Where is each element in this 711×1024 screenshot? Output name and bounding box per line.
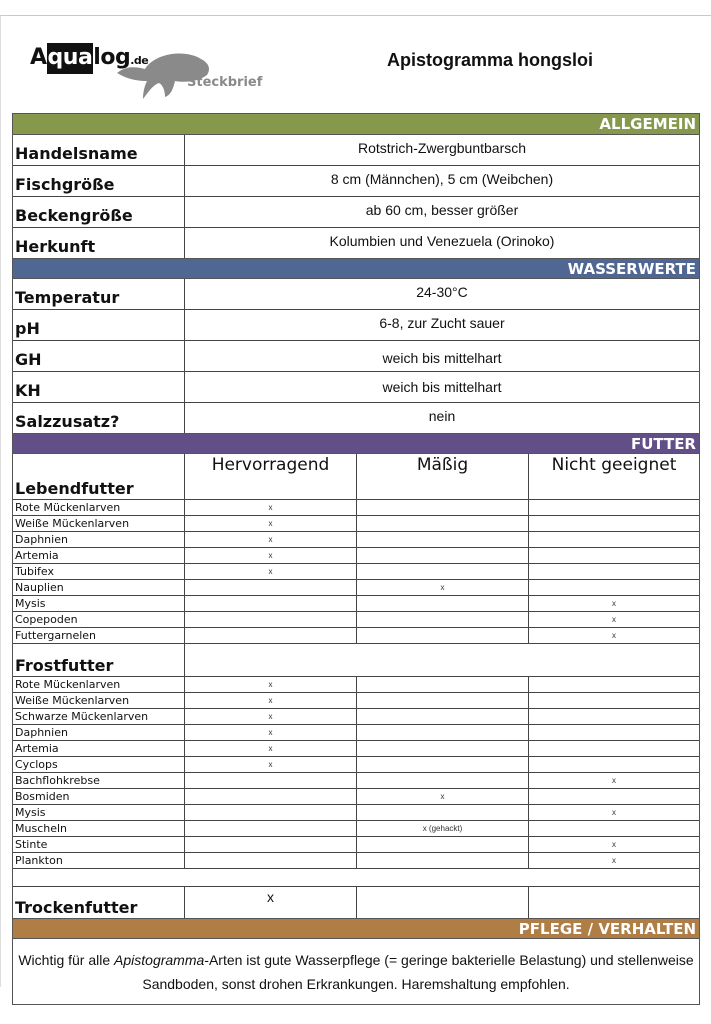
- rating-cell: x: [612, 599, 616, 608]
- row-value: Rotstrich-Zwergbuntbarsch: [357, 140, 527, 156]
- rating-cell: [357, 628, 529, 643]
- list-item: [13, 516, 699, 532]
- rating-cell: x: [185, 741, 357, 756]
- table-row: [13, 279, 699, 310]
- rating-cell: [185, 805, 357, 820]
- rating-cell: [357, 612, 529, 627]
- food-name: Artemia: [13, 548, 185, 563]
- rating-cell: x: [185, 887, 357, 918]
- rating-cell: [529, 887, 699, 918]
- rating-cell: [529, 564, 699, 579]
- frozen-food-list: [13, 677, 699, 869]
- list-item: [13, 709, 699, 725]
- rating-cell: [357, 693, 529, 708]
- live-food-list: [13, 500, 699, 644]
- care-notes: Wichtig für alle Apistogramma-Arten ist gute Wasserpflege (= geringe bakterielle Belastung) und stellenweise Sandboden, sonst drohen Erkrankungen. Haremshaltung empfohlen.: [13, 939, 699, 1005]
- food-name: Daphnien: [13, 725, 185, 740]
- row-value: weich bis mittelhart: [382, 350, 502, 366]
- rating-cell: x: [185, 532, 357, 547]
- spacer-row: [13, 869, 699, 887]
- rating-cell: x: [185, 548, 357, 563]
- rating-cell: [529, 677, 699, 692]
- row-label: Temperatur: [13, 279, 185, 309]
- rating-cell: x: [612, 776, 616, 785]
- rating-cell: [185, 612, 357, 627]
- rating-cell: [529, 741, 699, 756]
- food-name: Cyclops: [13, 757, 185, 772]
- rating-cell: x: [612, 856, 616, 865]
- rating-cell: [357, 887, 529, 918]
- food-name: Stinte: [13, 837, 185, 852]
- food-name: Tubifex: [13, 564, 185, 579]
- section-header-care: PFLEGE / VERHALTEN: [13, 918, 699, 939]
- section-header-water: WASSERWERTE: [13, 258, 699, 279]
- rating-cell: x: [612, 840, 616, 849]
- list-item: [13, 596, 699, 612]
- rating-cell: [357, 757, 529, 772]
- rating-cell: x: [612, 808, 616, 817]
- food-name: Schwarze Mückenlarven: [13, 709, 185, 724]
- rating-cell: [357, 596, 529, 611]
- list-item: [13, 500, 699, 516]
- row-label: Fischgröße: [13, 166, 185, 196]
- list-item: [13, 821, 699, 837]
- column-header-excellent: Hervorragend: [185, 454, 357, 499]
- rating-cell: x: [185, 725, 357, 740]
- aqualog-logo: [30, 43, 270, 103]
- rating-cell: [529, 709, 699, 724]
- table-row: [13, 372, 699, 403]
- list-item: [13, 853, 699, 869]
- rating-cell: [529, 500, 699, 515]
- rating-cell: [357, 853, 529, 868]
- rating-cell: [357, 677, 529, 692]
- row-value: Kolumbien und Venezuela (Orinoko): [329, 233, 555, 249]
- row-label: Beckengröße: [13, 197, 185, 227]
- rating-cell: x: [612, 615, 616, 624]
- section-header-general: ALLGEMEIN: [13, 114, 699, 135]
- rating-cell: x: [357, 580, 529, 595]
- table-row: [13, 197, 699, 228]
- list-item: [13, 532, 699, 548]
- rating-cell: [185, 628, 357, 643]
- section-header-food: FUTTER: [13, 433, 699, 454]
- row-value: ab 60 cm, besser größer: [365, 202, 519, 218]
- rating-cell: [529, 580, 699, 595]
- row-label: Salzzusatz?: [13, 403, 185, 433]
- list-item: [13, 580, 699, 596]
- rating-cell: [185, 580, 357, 595]
- list-item: [13, 677, 699, 693]
- food-name: Plankton: [13, 853, 185, 868]
- rating-cell: [357, 548, 529, 563]
- row-label: pH: [13, 310, 185, 340]
- list-item: [13, 757, 699, 773]
- live-food-heading: Lebendfutter: [13, 454, 185, 499]
- column-header-unsuitable: Nicht geeignet: [551, 455, 677, 475]
- rating-cell: [185, 773, 357, 788]
- fact-sheet: [12, 113, 700, 1005]
- list-item: [13, 789, 699, 805]
- food-name: Rote Mückenlarven: [13, 677, 185, 692]
- list-item: [13, 612, 699, 628]
- food-name: Artemia: [13, 741, 185, 756]
- dry-food-row: [13, 887, 699, 918]
- food-name: Nauplien: [13, 580, 185, 595]
- rating-cell: [185, 853, 357, 868]
- food-name: Rote Mückenlarven: [13, 500, 185, 515]
- table-row: [13, 135, 699, 166]
- row-value: nein: [428, 408, 456, 424]
- rating-cell: x (gehackt): [357, 821, 529, 836]
- list-item: [13, 693, 699, 709]
- rating-cell: [529, 757, 699, 772]
- row-value: 6-8, zur Zucht sauer: [379, 315, 505, 331]
- rating-cell: x: [185, 709, 357, 724]
- rating-cell: [357, 532, 529, 547]
- food-name: Bosmiden: [13, 789, 185, 804]
- table-row: [13, 166, 699, 197]
- food-column-headers: [13, 454, 699, 500]
- food-name: Daphnien: [13, 532, 185, 547]
- rating-cell: [357, 837, 529, 852]
- food-name: Weiße Mückenlarven: [13, 693, 185, 708]
- row-label: KH: [13, 372, 185, 402]
- table-row: [13, 341, 699, 372]
- row-value: 8 cm (Männchen), 5 cm (Weibchen): [330, 171, 554, 187]
- rating-cell: [185, 837, 357, 852]
- list-item: [13, 548, 699, 564]
- logo-subtitle: Steckbrief: [187, 75, 263, 90]
- rating-cell: x: [185, 564, 357, 579]
- column-header-moderate: Mäßig: [357, 454, 529, 499]
- list-item: [13, 773, 699, 789]
- frozen-food-heading: Frostfutter: [13, 644, 185, 676]
- list-item: [13, 725, 699, 741]
- food-name: Futtergarnelen: [13, 628, 185, 643]
- rating-cell: x: [185, 516, 357, 531]
- food-name: Muscheln: [13, 821, 185, 836]
- table-row: [13, 403, 699, 433]
- logo-wordmark: Aqualog.de: [30, 45, 148, 70]
- rating-cell: [529, 725, 699, 740]
- list-item: [13, 805, 699, 821]
- rating-cell: x: [185, 693, 357, 708]
- rating-cell: [357, 773, 529, 788]
- row-value: weich bis mittelhart: [382, 379, 502, 395]
- rating-cell: [529, 693, 699, 708]
- rating-cell: [529, 532, 699, 547]
- species-title: Apistogramma hongsloi: [387, 50, 594, 70]
- table-row: [13, 228, 699, 258]
- rating-cell: [357, 725, 529, 740]
- rating-cell: [357, 709, 529, 724]
- rating-cell: [529, 548, 699, 563]
- rating-cell: [529, 516, 699, 531]
- rating-cell: [185, 821, 357, 836]
- rating-cell: x: [185, 757, 357, 772]
- list-item: [13, 741, 699, 757]
- food-name: Bachflohkrebse: [13, 773, 185, 788]
- rating-cell: [357, 805, 529, 820]
- row-label: GH: [13, 341, 185, 371]
- rating-cell: [185, 789, 357, 804]
- row-label: Herkunft: [13, 228, 185, 258]
- rating-cell: x: [185, 500, 357, 515]
- list-item: [13, 564, 699, 580]
- rating-cell: [529, 821, 699, 836]
- list-item: [13, 837, 699, 853]
- rating-cell: x: [357, 789, 529, 804]
- rating-cell: [529, 789, 699, 804]
- rating-cell: [357, 564, 529, 579]
- table-row: [13, 310, 699, 341]
- frozen-food-header: [13, 644, 699, 677]
- rating-cell: [185, 596, 357, 611]
- dry-food-heading: Trockenfutter: [13, 887, 185, 918]
- list-item: [13, 628, 699, 644]
- rating-cell: [357, 500, 529, 515]
- food-name: Weiße Mückenlarven: [13, 516, 185, 531]
- rating-cell: [357, 741, 529, 756]
- food-name: Copepoden: [13, 612, 185, 627]
- food-name: Mysis: [13, 596, 185, 611]
- row-label: Handelsname: [13, 135, 185, 165]
- rating-cell: x: [612, 631, 616, 640]
- row-value: 24-30°C: [416, 284, 468, 300]
- rating-cell: x: [185, 677, 357, 692]
- rating-cell: [357, 516, 529, 531]
- food-name: Mysis: [13, 805, 185, 820]
